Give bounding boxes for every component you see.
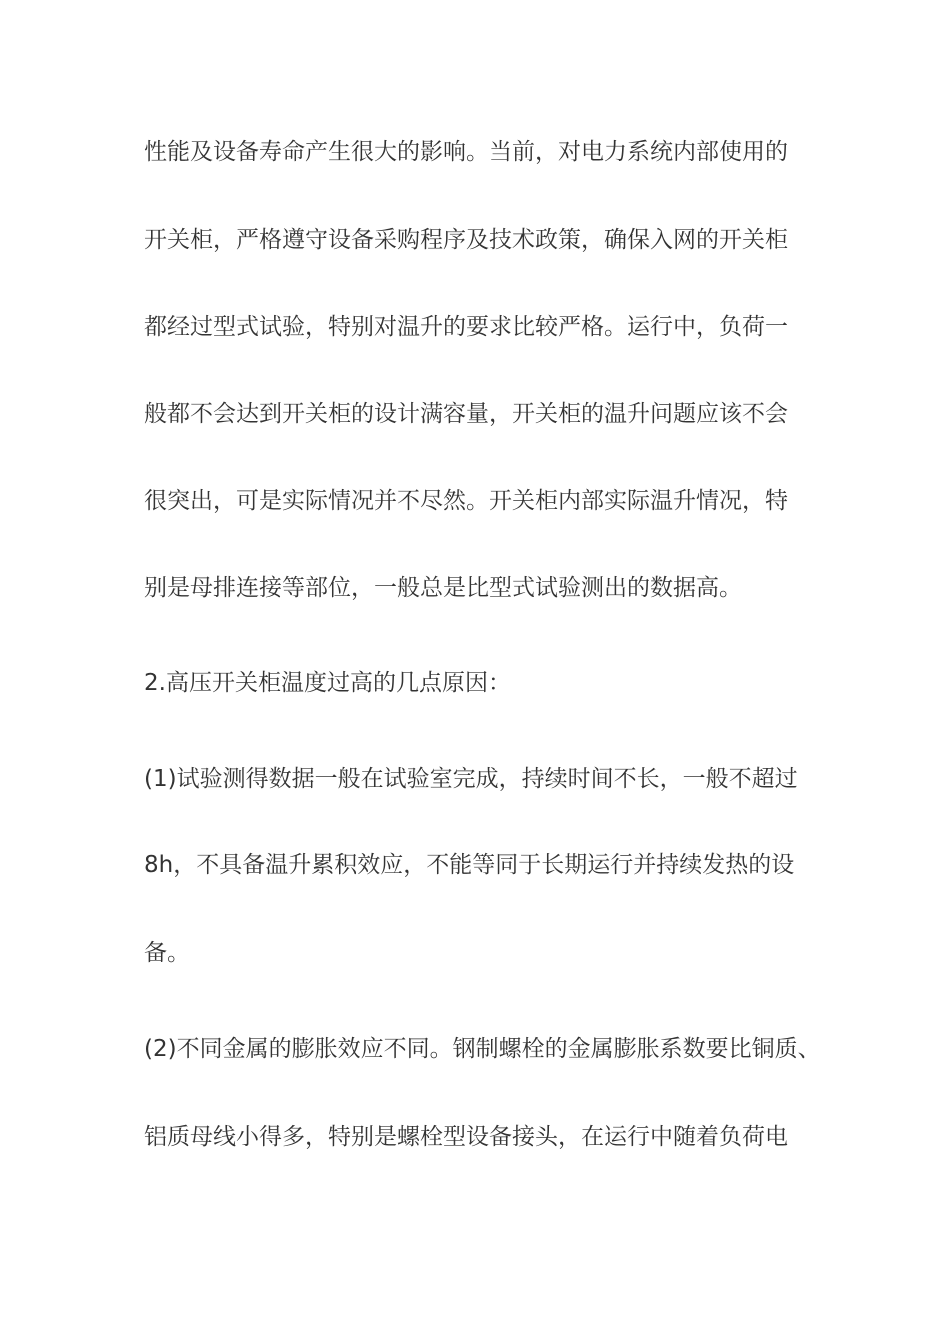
text-line: 备。	[144, 940, 190, 966]
text-line: 开关柜，严格遵守设备采购程序及技术政策，确保入网的开关柜	[144, 227, 788, 253]
text-line: 般都不会达到开关柜的设计满容量，开关柜的温升问题应该不会	[144, 401, 788, 427]
text-line: 别是母排连接等部位，一般总是比型式试验测出的数据高。	[144, 575, 742, 601]
text-line: 都经过型式试验，特别对温升的要求比较严格。运行中，负荷一	[144, 314, 788, 340]
section-heading: 2.高压开关柜温度过高的几点原因：	[144, 670, 511, 696]
text-line: 很突出，可是实际情况并不尽然。开关柜内部实际温升情况，特	[144, 488, 788, 514]
text-line: (2)不同金属的膨胀效应不同。钢制螺栓的金属膨胀系数要比铜质、	[144, 1036, 821, 1062]
text-line: 性能及设备寿命产生很大的影响。当前，对电力系统内部使用的	[144, 139, 788, 165]
text-line: (1)试验测得数据一般在试验室完成，持续时间不长，一般不超过	[144, 766, 798, 792]
text-line: 铝质母线小得多，特别是螺栓型设备接头，在运行中随着负荷电	[144, 1124, 788, 1150]
text-line: 8h，不具备温升累积效应，不能等同于长期运行并持续发热的设	[144, 852, 795, 878]
